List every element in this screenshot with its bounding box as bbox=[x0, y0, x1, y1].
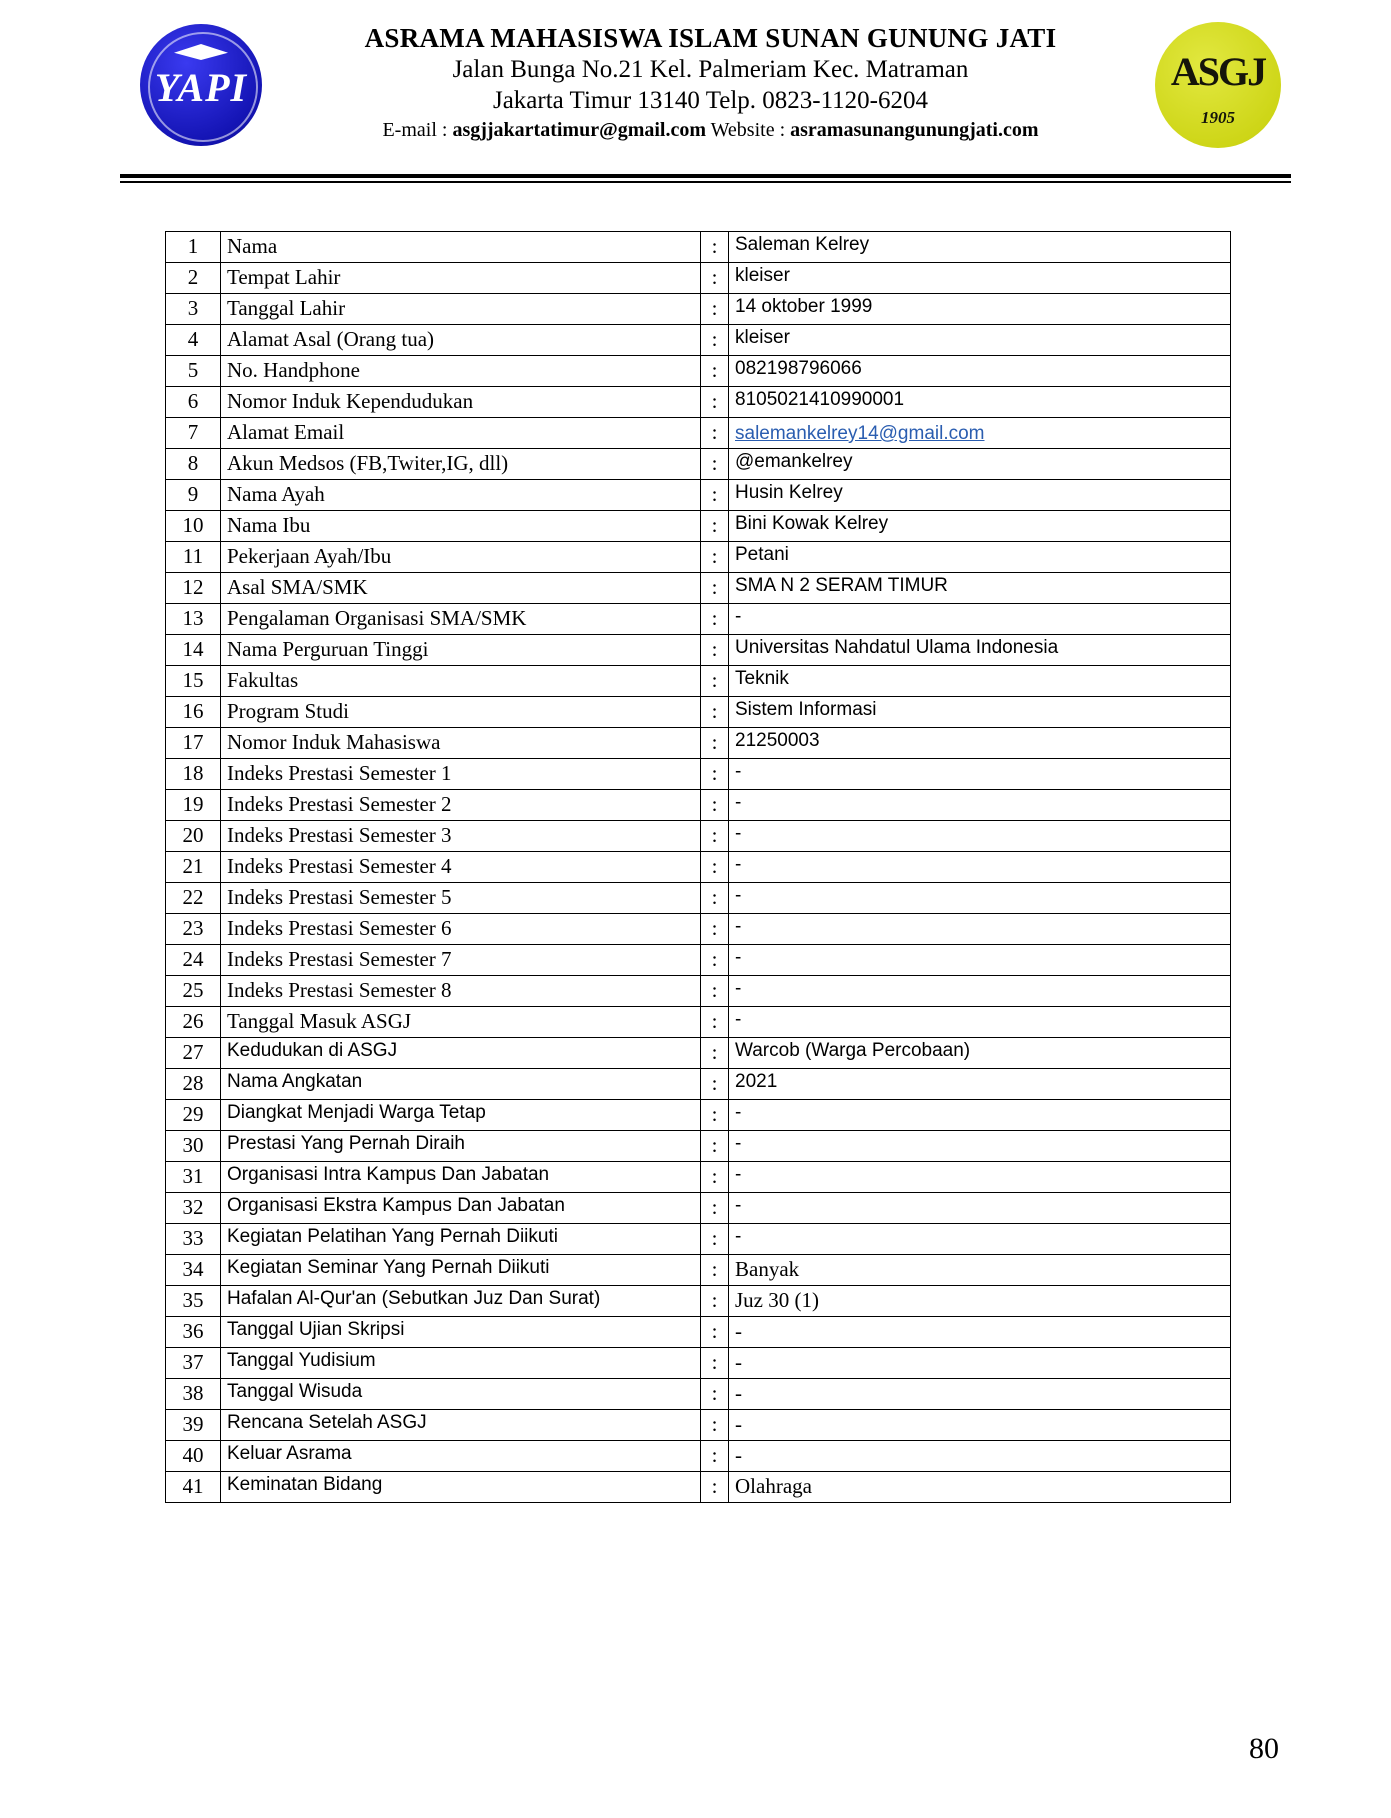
row-value: Sistem Informasi bbox=[729, 697, 1231, 728]
row-value: SMA N 2 SERAM TIMUR bbox=[729, 573, 1231, 604]
table-row bbox=[166, 666, 1231, 697]
row-value: - bbox=[729, 1379, 1231, 1410]
row-value: - bbox=[729, 945, 1231, 976]
table-row bbox=[166, 511, 1231, 542]
table-row bbox=[166, 790, 1231, 821]
letterhead bbox=[120, 18, 1291, 168]
row-number: 32 bbox=[166, 1193, 221, 1224]
row-value: Husin Kelrey bbox=[729, 480, 1231, 511]
asgj-logo-year: 1905 bbox=[1201, 108, 1235, 127]
row-value: - bbox=[729, 759, 1231, 790]
divider-thick bbox=[120, 174, 1291, 178]
row-label: Tanggal Wisuda bbox=[221, 1379, 701, 1410]
row-colon: : bbox=[701, 666, 729, 697]
table-row bbox=[166, 697, 1231, 728]
row-value[interactable] bbox=[729, 418, 1231, 449]
row-label: Kegiatan Pelatihan Yang Pernah Diikuti bbox=[221, 1224, 701, 1255]
row-colon: : bbox=[701, 790, 729, 821]
table-row bbox=[166, 449, 1231, 480]
row-number: 31 bbox=[166, 1162, 221, 1193]
table-row bbox=[166, 1100, 1231, 1131]
row-value: - bbox=[729, 1410, 1231, 1441]
row-number: 14 bbox=[166, 635, 221, 666]
row-value: kleiser bbox=[729, 325, 1231, 356]
row-value: - bbox=[729, 1193, 1231, 1224]
row-value: Juz 30 (1) bbox=[729, 1286, 1231, 1317]
row-number: 28 bbox=[166, 1069, 221, 1100]
row-label: Tanggal Masuk ASGJ bbox=[221, 1007, 701, 1038]
row-value: Banyak bbox=[729, 1255, 1231, 1286]
row-label: Keminatan Bidang bbox=[221, 1472, 701, 1503]
table-row bbox=[166, 1224, 1231, 1255]
table-row bbox=[166, 1069, 1231, 1100]
row-label: Indeks Prestasi Semester 1 bbox=[221, 759, 701, 790]
row-value: - bbox=[729, 852, 1231, 883]
table-row bbox=[166, 759, 1231, 790]
row-number: 27 bbox=[166, 1038, 221, 1069]
row-value: Olahraga bbox=[729, 1472, 1231, 1503]
row-number: 2 bbox=[166, 263, 221, 294]
asgj-logo-icon bbox=[1155, 22, 1281, 148]
table-row bbox=[166, 480, 1231, 511]
row-colon: : bbox=[701, 294, 729, 325]
table-row bbox=[166, 1410, 1231, 1441]
row-label: Indeks Prestasi Semester 4 bbox=[221, 852, 701, 883]
row-number: 3 bbox=[166, 294, 221, 325]
row-value: 14 oktober 1999 bbox=[729, 294, 1231, 325]
row-label: Akun Medsos (FB,Twiter,IG, dll) bbox=[221, 449, 701, 480]
row-label: Nama Ayah bbox=[221, 480, 701, 511]
table-row bbox=[166, 852, 1231, 883]
table-row bbox=[166, 1162, 1231, 1193]
row-value: Warcob (Warga Percobaan) bbox=[729, 1038, 1231, 1069]
table-row bbox=[166, 387, 1231, 418]
table-row bbox=[166, 263, 1231, 294]
table-row bbox=[166, 325, 1231, 356]
row-value: 21250003 bbox=[729, 728, 1231, 759]
row-number: 26 bbox=[166, 1007, 221, 1038]
row-value: - bbox=[729, 1348, 1231, 1379]
row-number: 22 bbox=[166, 883, 221, 914]
row-number: 21 bbox=[166, 852, 221, 883]
row-colon: : bbox=[701, 1193, 729, 1224]
row-label: Prestasi Yang Pernah Diraih bbox=[221, 1131, 701, 1162]
row-value: - bbox=[729, 1224, 1231, 1255]
row-colon: : bbox=[701, 325, 729, 356]
row-label: Indeks Prestasi Semester 8 bbox=[221, 976, 701, 1007]
row-number: 37 bbox=[166, 1348, 221, 1379]
row-value: - bbox=[729, 1162, 1231, 1193]
row-colon: : bbox=[701, 1317, 729, 1348]
row-number: 8 bbox=[166, 449, 221, 480]
row-value: - bbox=[729, 790, 1231, 821]
row-label: Nama Angkatan bbox=[221, 1069, 701, 1100]
row-number: 18 bbox=[166, 759, 221, 790]
row-label: Indeks Prestasi Semester 5 bbox=[221, 883, 701, 914]
table-row bbox=[166, 1472, 1231, 1503]
row-label: Tanggal Ujian Skripsi bbox=[221, 1317, 701, 1348]
row-value: - bbox=[729, 604, 1231, 635]
table-row bbox=[166, 1193, 1231, 1224]
row-colon: : bbox=[701, 852, 729, 883]
row-label: Hafalan Al-Qur'an (Sebutkan Juz Dan Surat) bbox=[221, 1286, 701, 1317]
asgj-logo-text: ASGJ bbox=[1170, 49, 1266, 94]
row-value: - bbox=[729, 1131, 1231, 1162]
row-number: 36 bbox=[166, 1317, 221, 1348]
table-row bbox=[166, 914, 1231, 945]
row-colon: : bbox=[701, 1038, 729, 1069]
row-label: Indeks Prestasi Semester 2 bbox=[221, 790, 701, 821]
row-colon: : bbox=[701, 387, 729, 418]
table-row bbox=[166, 1038, 1231, 1069]
divider-thin bbox=[120, 181, 1291, 183]
row-colon: : bbox=[701, 604, 729, 635]
table-row bbox=[166, 1131, 1231, 1162]
row-label: Indeks Prestasi Semester 3 bbox=[221, 821, 701, 852]
row-number: 25 bbox=[166, 976, 221, 1007]
row-colon: : bbox=[701, 1472, 729, 1503]
row-colon: : bbox=[701, 1007, 729, 1038]
letterhead-text bbox=[280, 18, 1141, 144]
row-colon: : bbox=[701, 1348, 729, 1379]
row-number: 5 bbox=[166, 356, 221, 387]
row-label: Program Studi bbox=[221, 697, 701, 728]
row-colon: : bbox=[701, 1379, 729, 1410]
row-label: Asal SMA/SMK bbox=[221, 573, 701, 604]
row-colon: : bbox=[701, 1255, 729, 1286]
row-colon: : bbox=[701, 697, 729, 728]
address-line-2: Jakarta Timur 13140 Telp. 0823-1120-6204 bbox=[492, 87, 929, 115]
row-colon: : bbox=[701, 883, 729, 914]
organization-name: ASRAMA MAHASISWA ISLAM SUNAN GUNUNG JATI bbox=[364, 23, 1057, 53]
row-label: Kegiatan Seminar Yang Pernah Diikuti bbox=[221, 1255, 701, 1286]
row-number: 15 bbox=[166, 666, 221, 697]
row-number: 35 bbox=[166, 1286, 221, 1317]
row-value: - bbox=[729, 1007, 1231, 1038]
letterhead-divider bbox=[120, 174, 1291, 183]
row-colon: : bbox=[701, 573, 729, 604]
website-value: asramasunangunungjati.com bbox=[790, 119, 1039, 142]
row-label: No. Handphone bbox=[221, 356, 701, 387]
row-colon: : bbox=[701, 449, 729, 480]
row-colon: : bbox=[701, 480, 729, 511]
table-row bbox=[166, 418, 1231, 449]
row-value: Universitas Nahdatul Ulama Indonesia bbox=[729, 635, 1231, 666]
row-number: 7 bbox=[166, 418, 221, 449]
table-row bbox=[166, 1007, 1231, 1038]
row-colon: : bbox=[701, 356, 729, 387]
row-colon: : bbox=[701, 511, 729, 542]
row-colon: : bbox=[701, 1286, 729, 1317]
yapi-logo-text: YAPI bbox=[154, 65, 248, 110]
table-row bbox=[166, 883, 1231, 914]
row-value: - bbox=[729, 1441, 1231, 1472]
row-label: Nama bbox=[221, 232, 701, 263]
row-value: 8105021410990001 bbox=[729, 387, 1231, 418]
table-row bbox=[166, 635, 1231, 666]
row-colon: : bbox=[701, 728, 729, 759]
website-label: Website : bbox=[710, 119, 786, 142]
row-number: 41 bbox=[166, 1472, 221, 1503]
row-number: 20 bbox=[166, 821, 221, 852]
email-label: E-mail : bbox=[382, 119, 448, 142]
table-row bbox=[166, 1255, 1231, 1286]
table-row bbox=[166, 294, 1231, 325]
row-number: 12 bbox=[166, 573, 221, 604]
table-row bbox=[166, 356, 1231, 387]
row-number: 16 bbox=[166, 697, 221, 728]
table-row bbox=[166, 573, 1231, 604]
table-row bbox=[166, 1286, 1231, 1317]
table-row bbox=[166, 728, 1231, 759]
row-label: Fakultas bbox=[221, 666, 701, 697]
row-colon: : bbox=[701, 542, 729, 573]
table-row bbox=[166, 1379, 1231, 1410]
yapi-logo-icon bbox=[140, 24, 262, 146]
row-number: 33 bbox=[166, 1224, 221, 1255]
row-number: 30 bbox=[166, 1131, 221, 1162]
row-colon: : bbox=[701, 759, 729, 790]
row-value: Bini Kowak Kelrey bbox=[729, 511, 1231, 542]
row-label: Pekerjaan Ayah/Ibu bbox=[221, 542, 701, 573]
table-row bbox=[166, 821, 1231, 852]
row-number: 1 bbox=[166, 232, 221, 263]
row-label: Organisasi Intra Kampus Dan Jabatan bbox=[221, 1162, 701, 1193]
row-colon: : bbox=[701, 821, 729, 852]
row-colon: : bbox=[701, 1131, 729, 1162]
row-number: 29 bbox=[166, 1100, 221, 1131]
row-colon: : bbox=[701, 418, 729, 449]
table-row bbox=[166, 945, 1231, 976]
row-colon: : bbox=[701, 976, 729, 1007]
row-colon: : bbox=[701, 1162, 729, 1193]
table-row bbox=[166, 604, 1231, 635]
row-label: Pengalaman Organisasi SMA/SMK bbox=[221, 604, 701, 635]
table-row bbox=[166, 1317, 1231, 1348]
row-label: Nama Ibu bbox=[221, 511, 701, 542]
row-label: Alamat Asal (Orang tua) bbox=[221, 325, 701, 356]
table-row bbox=[166, 1348, 1231, 1379]
row-value: 082198796066 bbox=[729, 356, 1231, 387]
row-label: Tempat Lahir bbox=[221, 263, 701, 294]
row-label: Rencana Setelah ASGJ bbox=[221, 1410, 701, 1441]
row-colon: : bbox=[701, 263, 729, 294]
row-colon: : bbox=[701, 1441, 729, 1472]
row-label: Kedudukan di ASGJ bbox=[221, 1038, 701, 1069]
row-label: Tanggal Lahir bbox=[221, 294, 701, 325]
row-label: Nomor Induk Kependudukan bbox=[221, 387, 701, 418]
email-link[interactable]: salemankelrey14@gmail.com bbox=[735, 423, 985, 444]
row-value: 2021 bbox=[729, 1069, 1231, 1100]
row-value: Teknik bbox=[729, 666, 1231, 697]
row-value: Petani bbox=[729, 542, 1231, 573]
document-page bbox=[0, 18, 1391, 1818]
row-number: 13 bbox=[166, 604, 221, 635]
row-colon: : bbox=[701, 1069, 729, 1100]
row-value: - bbox=[729, 1100, 1231, 1131]
table-row bbox=[166, 976, 1231, 1007]
row-number: 19 bbox=[166, 790, 221, 821]
row-colon: : bbox=[701, 1410, 729, 1441]
row-number: 23 bbox=[166, 914, 221, 945]
row-label: Organisasi Ekstra Kampus Dan Jabatan bbox=[221, 1193, 701, 1224]
biodata-table bbox=[165, 231, 1231, 1503]
table-row bbox=[166, 1441, 1231, 1472]
biodata-table-body bbox=[166, 232, 1231, 1503]
row-number: 11 bbox=[166, 542, 221, 573]
row-label: Indeks Prestasi Semester 6 bbox=[221, 914, 701, 945]
row-value: Saleman Kelrey bbox=[729, 232, 1231, 263]
row-value: - bbox=[729, 883, 1231, 914]
table-row bbox=[166, 542, 1231, 573]
row-number: 39 bbox=[166, 1410, 221, 1441]
row-label: Nama Perguruan Tinggi bbox=[221, 635, 701, 666]
row-colon: : bbox=[701, 232, 729, 263]
biodata-table-wrapper bbox=[0, 231, 1391, 1503]
row-number: 10 bbox=[166, 511, 221, 542]
row-colon: : bbox=[701, 635, 729, 666]
row-value: kleiser bbox=[729, 263, 1231, 294]
row-label: Nomor Induk Mahasiswa bbox=[221, 728, 701, 759]
email-value: asgjjakartatimur@gmail.com bbox=[452, 119, 707, 142]
row-label: Indeks Prestasi Semester 7 bbox=[221, 945, 701, 976]
row-number: 17 bbox=[166, 728, 221, 759]
row-number: 6 bbox=[166, 387, 221, 418]
row-number: 40 bbox=[166, 1441, 221, 1472]
address-line-1: Jalan Bunga No.21 Kel. Palmeriam Kec. Matraman bbox=[452, 56, 969, 84]
row-value: @emankelrey bbox=[729, 449, 1231, 480]
row-number: 9 bbox=[166, 480, 221, 511]
row-colon: : bbox=[701, 1100, 729, 1131]
row-value: - bbox=[729, 914, 1231, 945]
row-number: 4 bbox=[166, 325, 221, 356]
row-number: 34 bbox=[166, 1255, 221, 1286]
row-value: - bbox=[729, 976, 1231, 1007]
page-number: 80 bbox=[1249, 1732, 1279, 1765]
row-colon: : bbox=[701, 945, 729, 976]
contact-line bbox=[280, 117, 1141, 144]
row-label: Alamat Email bbox=[221, 418, 701, 449]
row-colon: : bbox=[701, 1224, 729, 1255]
row-number: 24 bbox=[166, 945, 221, 976]
row-label: Diangkat Menjadi Warga Tetap bbox=[221, 1100, 701, 1131]
row-value: - bbox=[729, 1317, 1231, 1348]
row-number: 38 bbox=[166, 1379, 221, 1410]
row-value: - bbox=[729, 821, 1231, 852]
row-label: Keluar Asrama bbox=[221, 1441, 701, 1472]
row-label: Tanggal Yudisium bbox=[221, 1348, 701, 1379]
row-colon: : bbox=[701, 914, 729, 945]
table-row bbox=[166, 232, 1231, 263]
